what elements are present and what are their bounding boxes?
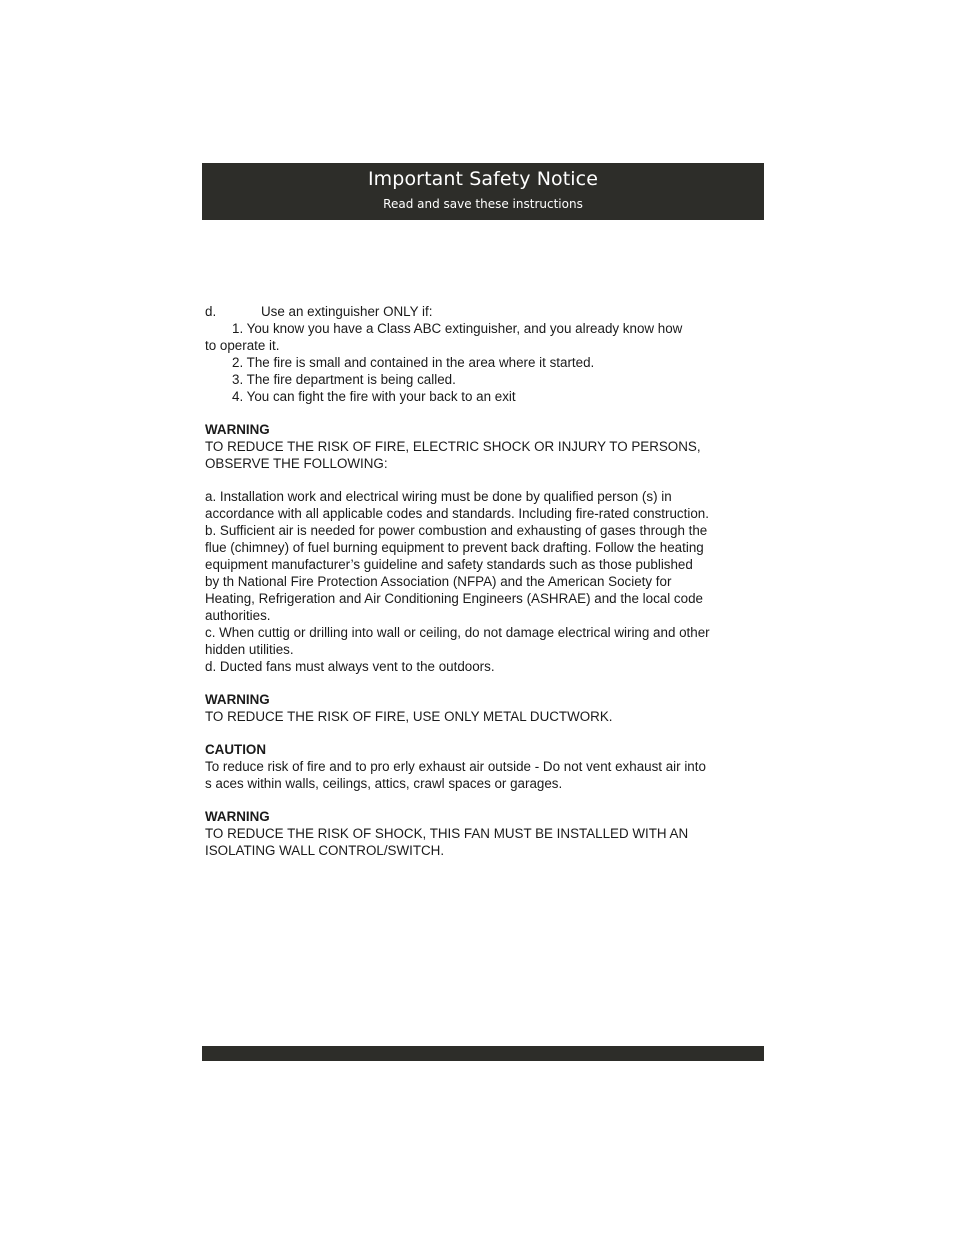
warning-heading-2: WARNING: [205, 692, 270, 707]
extinguisher-intro: [205, 303, 750, 320]
warning-1-item-line: hidden utilities.: [205, 642, 294, 657]
warning-1-item-line: flue (chimney) of fuel burning equipment to prevent back drafting. Follow the heating: [205, 540, 704, 555]
warning-1-item-line: equipment manufacturer’s guideline and safety standards such as those published: [205, 557, 693, 572]
warning-1-item-line: d. Ducted fans must always vent to the outdoors.: [205, 659, 495, 674]
extinguisher-item-2: 2. The fire is small and contained in the area where it started.: [232, 355, 595, 370]
warning-1-item-line: by th National Fire Protection Association (NFPA) and the American Society for: [205, 574, 672, 589]
safety-content: [205, 303, 750, 859]
page-subtitle: Read and save these instructions: [383, 197, 583, 211]
footer-bar: [202, 1046, 764, 1061]
warning-1-item-line: a. Installation work and electrical wiring must be done by qualified person (s) in: [205, 489, 672, 504]
caution-heading: CAUTION: [205, 742, 266, 757]
extinguisher-item-4: 4. You can fight the fire with your back to an exit: [232, 389, 516, 404]
extinguisher-item-1-cont: to operate it.: [205, 338, 280, 353]
warning-1-line-1: TO REDUCE THE RISK OF FIRE, ELECTRIC SHOCK OR INJURY TO PERSONS,: [205, 439, 701, 454]
caution-line-1: To reduce risk of fire and to pro erly exhaust air outside - Do not vent exhaust air into: [205, 759, 706, 774]
warning-heading-3: WARNING: [205, 809, 270, 824]
list-letter: d.: [205, 304, 217, 319]
warning-2-line-1: TO REDUCE THE RISK OF FIRE, USE ONLY METAL DUCTWORK.: [205, 709, 613, 724]
warning-1-item-line: authorities.: [205, 608, 271, 623]
page-title: Important Safety Notice: [367, 168, 599, 190]
warning-1-item-line: b. Sufficient air is needed for power combustion and exhausting of gases through the: [205, 523, 708, 538]
warning-1-item-line: accordance with all applicable codes and standards. Including fire-rated construction.: [205, 506, 709, 521]
warning-1-item-line: Heating, Refrigeration and Air Conditioning Engineers (ASHRAE) and the local code: [205, 591, 703, 606]
extinguisher-item-1: 1. You know you have a Class ABC extinguisher, and you already know how: [232, 321, 683, 336]
warning-3-line-1: TO REDUCE THE RISK OF SHOCK, THIS FAN MUST BE INSTALLED WITH AN: [205, 826, 689, 841]
warning-1-item-line: c. When cuttig or drilling into wall or ceiling, do not damage electrical wiring and other: [205, 625, 710, 640]
warning-3-line-2: ISOLATING WALL CONTROL/SWITCH.: [205, 843, 445, 858]
extinguisher-intro-text: Use an extinguisher ONLY if:: [261, 304, 433, 319]
warning-1-line-2: OBSERVE THE FOLLOWING:: [205, 456, 388, 471]
extinguisher-item-3: 3. The fire department is being called.: [232, 372, 456, 387]
caution-line-2: s aces within walls, ceilings, attics, crawl spaces or garages.: [205, 776, 563, 791]
warning-heading-1: WARNING: [205, 422, 270, 437]
header-banner: [202, 163, 764, 220]
